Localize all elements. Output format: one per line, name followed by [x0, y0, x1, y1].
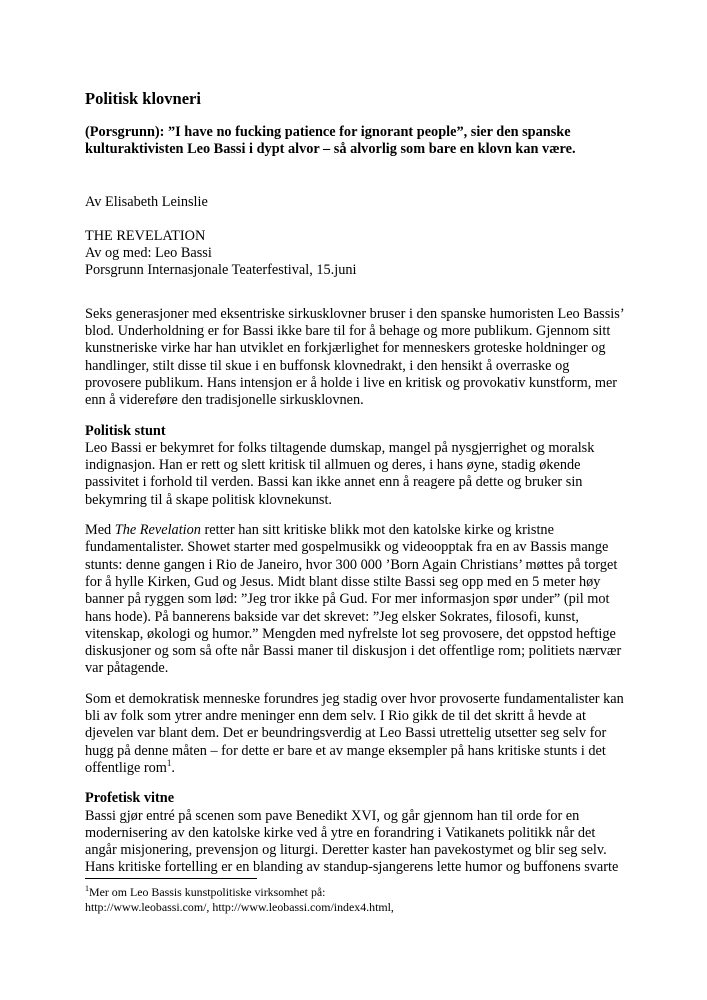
footnote-area [85, 878, 625, 915]
section-heading-politisk-stunt: Politisk stunt [85, 422, 166, 439]
paragraph-profetisk-vitne: Bassi gjør entré på scenen som pave Benedikt XVI, og går gjennom han til orde for en modernisering av den katolske kirke ved å ytre en forandring i Vatikanets politikk når det angår misjonering, prevensjon og liturgi. Deretter kaster han pavekostymet og blir seg selv. Hans kritiske fortelling er en blanding av standup-sjangerens lette humor og buffonens svarte [85, 807, 619, 876]
section-politisk-stunt [85, 423, 625, 509]
demokratisk-text-end: . [171, 759, 175, 776]
production-credit: Av og med: Leo Bassi [85, 245, 212, 262]
revelation-text-after: retter han sitt kritiske blikk mot den katolske kirke og kristne fundamentalister. Showet starter med gospelmusikk og videoopptak fra en av Bassis mange stunts: denne gangen i Rio de Janeiro, hvor 300 000 ’Born Again Christians’ møttes på torget for å hylle Kirken, Gud og Jesus. Midt blant disse stilte Bassi seg opp med en 5 meter høy banner på ryggen som lød: ”Jeg tror ikke på Gud. For mer informasjon spør under” (pil mot hans hode). På bannerens bakside var det skrevet: ”Jeg elsker Sokrates, filosofi, kunst, vitenskap, økologi og humor.” Mengden med nyfrelste lot seg provosere, det oppstod heftige diskusjoner og som så ofte når Bassi maner til diskusjon i det offentlige rom; politiets nærvær var påtagende. [85, 522, 622, 677]
production-festival: Porsgrunn Internasjonale Teaterfestival, 15.juni [85, 262, 357, 279]
show-title-italic: The Revelation [114, 522, 201, 539]
byline: Av Elisabeth Leinslie [85, 193, 208, 210]
footnote-marker: 1 [85, 884, 89, 894]
production-show-title: THE REVELATION [85, 227, 206, 244]
footnote-line-2: http://www.leobassi.com/, http://www.leobassi.com/index4.html, [85, 900, 394, 914]
section-profetisk-vitne [85, 790, 625, 876]
paragraph-demokratisk [85, 691, 625, 777]
paragraph-politisk-stunt: Leo Bassi er bekymret for folks tiltagende dumskap, mangel på nysgjerrighet og moralsk indignasjon. Han er rett og slett kritisk til allmuen og deres, i hans øyne, stadig økende passivitet i forhold til verden. Bassi kan ikke annet enn å reagere på dette og bruker sin bekymring til å skape politisk klovnekunst. [85, 439, 595, 508]
footnote-reference: 1 [166, 758, 172, 769]
footnote-text: Mer om Leo Bassis kunstpolitiske virksomhet på: [89, 885, 326, 899]
paragraph-revelation [85, 522, 625, 678]
footnote-line-1 [85, 885, 625, 900]
section-heading-profetisk-vitne: Profetisk vitne [85, 790, 175, 807]
revelation-text-before: Med [85, 522, 115, 539]
document-body [85, 90, 625, 890]
page-title: Politisk klovneri [85, 89, 201, 108]
production-info [85, 228, 625, 280]
demokratisk-text: Som et demokratisk menneske forundres jeg stadig over hvor provoserte fundamentalister kan bli av folk som ytrer andre meninger enn dem selv. I Rio gikk de til det skritt å hevde at djevelen var blant dem. Det er beundringsverdig at Leo Bassi utrettelig utsetter seg selv for hugg på denne måten – for dette er bare et av mange eksempler på hans kritiske stunts i det offentlige rom [85, 690, 624, 776]
footnote-separator [85, 878, 257, 879]
lead-paragraph: (Porsgrunn): ”I have no fucking patience for ignorant people”, sier den spanske kulturaktivisten Leo Bassi i dypt alvor – så alvorlig som bare en klovn kan være. [85, 124, 576, 158]
paragraph-intro: Seks generasjoner med eksentriske sirkusklovner bruser i den spanske humoristen Leo Bassis’ blod. Underholdning er for Bassi ikke bare til for å behage og more publikum. Gjennom sitt kunstneriske virke har han utviklet en forkjærlighet for menneskers groteske holdninger og handlinger, stilt disse til skue i en buffonsk klovnedrakt, i den hensikt å overraske og provosere publikum. Hans intensjon er å holde i live en kritisk og provokativ kunstform, mer enn å videreføre den tradisjonelle sirkusklovnen. [85, 305, 624, 409]
